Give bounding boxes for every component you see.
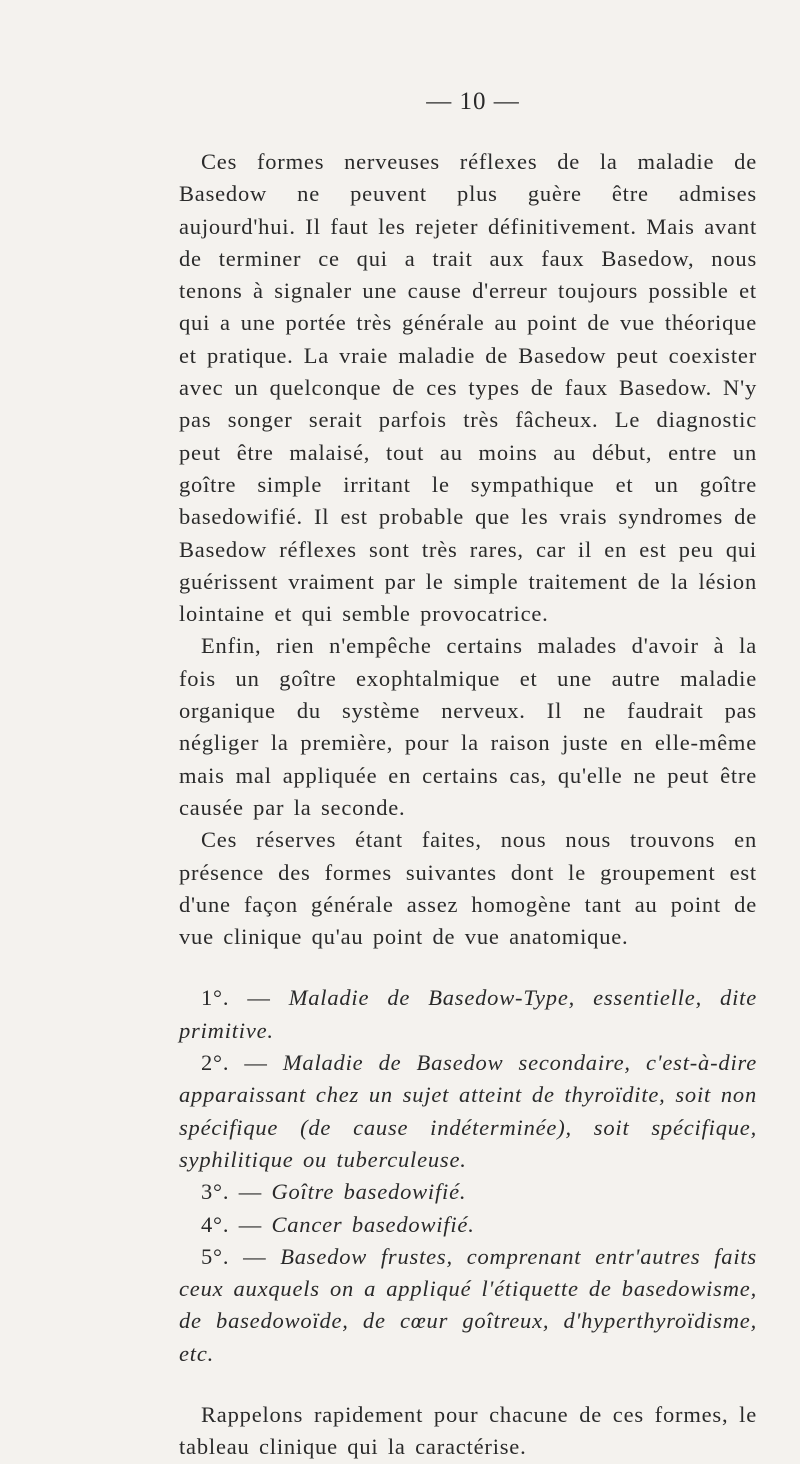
list-item-separator: — <box>229 985 289 1011</box>
list-item-number: 5°. <box>201 1243 230 1269</box>
list-item <box>179 1209 757 1241</box>
paragraph: Enfin, rien n'empêche certains malades d'avoir à la fois un goître exophtalmique et une autre maladie organique du système nerveux. Il ne faudrait pas négliger la première, pour la raison juste en elle-même mais mal appliquée en certains cas, qu'elle ne peut être causée par la seconde. <box>179 633 757 820</box>
list-item-number: 2°. <box>201 1050 230 1076</box>
list-item-separator: — <box>229 1211 272 1237</box>
list-item-text: Maladie de Basedow secondaire, c'est-à-dire apparaissant chez un sujet atteint de thyroïdite, soit non spécifique (de cause indéterminée), soit spécifique, syphilitique ou tuberculeuse. <box>179 1050 758 1172</box>
closing-paragraph: Rappelons rapidement pour chacune de ces formes, le tableau clinique qui la caractérise. <box>179 1401 757 1460</box>
paragraph: Ces formes nerveuses réflexes de la maladie de Basedow ne peuvent plus guère être admises aujourd'hui. Il faut les rejeter définitivement. Mais avant de terminer ce qui a trait aux faux Basedow, nous tenons à signaler une cause d'erreur toujours possible et qui a une portée très générale au point de vue théorique et pratique. La vraie maladie de Basedow peut coexister avec un quelconque de ces types de faux Basedow. N'y pas songer serait parfois très fâcheux. Le diagnostic peut être malaisé, tout au moins au début, entre un goître simple irritant le sympathique et un goître basedowifié. Il est probable que les vrais syndromes de Basedow réflexes sont très rares, car il en est peu qui guérissent vraiment par le simple traitement de la lésion lointaine et qui semble provocatrice. <box>179 149 757 627</box>
body-text <box>179 146 757 953</box>
list-item <box>179 1176 757 1208</box>
list-item-text: Cancer basedowifié. <box>271 1211 475 1237</box>
list-item-number: 3°. <box>201 1179 230 1205</box>
closing-text <box>179 1399 757 1464</box>
list-item-separator: — <box>229 1050 283 1076</box>
page-number: — 10 — <box>426 88 520 115</box>
list-item-number: 4°. <box>201 1211 230 1237</box>
list-item-number: 1°. <box>201 985 230 1011</box>
forms-list <box>179 982 757 1370</box>
list-item <box>179 1241 757 1370</box>
list-item-separator: — <box>229 1243 281 1269</box>
list-item <box>179 982 757 1047</box>
list-item-text: Maladie de Basedow-Type, essentielle, dite primitive. <box>179 985 758 1043</box>
list-item-text: Goître basedowifié. <box>271 1179 467 1205</box>
list-item-text: Basedow frustes, comprenant entr'autres faits ceux auxquels on a appliqué l'étiquette de basedowisme, de basedowoïde, de cœur goîtreux, d'hyperthyroïdisme, etc. <box>179 1243 757 1366</box>
list-item-separator: — <box>229 1179 272 1205</box>
paragraph: Ces réserves étant faites, nous nous trouvons en présence des formes suivantes dont le groupement est d'une façon générale assez homogène tant au point de vue clinique qu'au point de vue anatomique. <box>179 827 757 950</box>
list-item <box>179 1047 757 1176</box>
